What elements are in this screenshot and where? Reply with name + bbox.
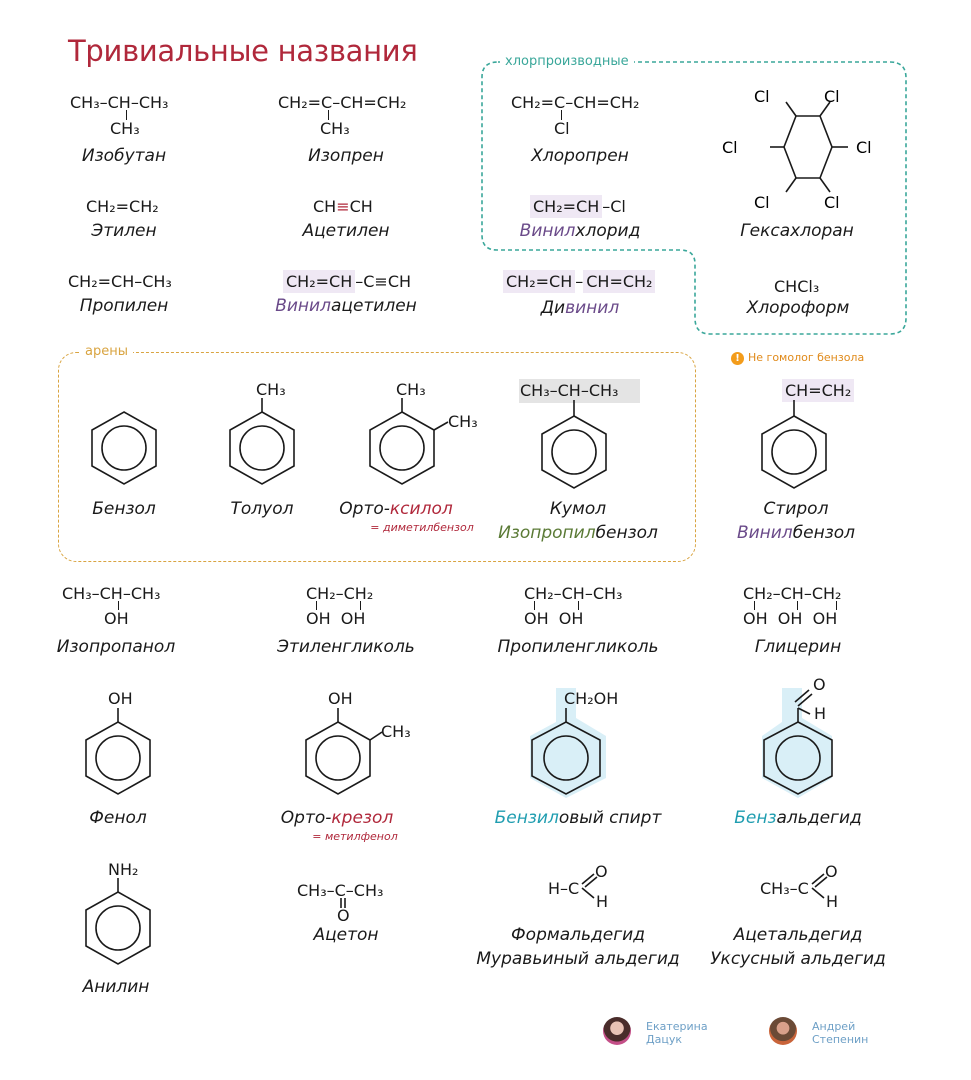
- acetylene-name: Ацетилен: [302, 221, 390, 241]
- chloroprene-formula: CH₂=C–CH=CH₂: [511, 93, 640, 112]
- acetylene-formula: CH≡CH: [313, 197, 373, 216]
- ethyleneglycol-name: Этиленгликоль: [277, 637, 415, 657]
- ethyleneglycol-formula: CH₂–CH₂: [306, 584, 374, 603]
- oxylene-ch3-side: CH₃: [448, 412, 478, 431]
- arenes-group-label: арены: [80, 344, 133, 360]
- ethyleneglycol-oh: OH OH: [306, 609, 366, 628]
- formaldehyde-hc: H–C: [548, 879, 580, 898]
- chloroform-formula: CHCl₃: [774, 277, 820, 296]
- hexachlorane-cl-6: Cl: [824, 193, 840, 212]
- oxylene-structure: [362, 408, 442, 488]
- formaldehyde-name: Формальдегид: [511, 925, 645, 945]
- hexachlorane-cl-3: Cl: [722, 138, 738, 157]
- benzene-name: Бензол: [92, 499, 156, 519]
- oxylene-note: = диметилбензол: [370, 521, 474, 534]
- acetone-name: Ацетон: [313, 925, 379, 945]
- toluene-name: Толуол: [230, 499, 294, 519]
- vinylchloride-formula: CH₂=CH –Cl: [530, 197, 626, 217]
- hexachlorane-cl-2: Cl: [824, 87, 840, 106]
- benzylalcohol-ch2oh: CH₂OH: [564, 689, 619, 708]
- propyleneglycol-formula: CH₂–CH–CH₃: [524, 584, 623, 603]
- phenol-structure: [78, 718, 158, 798]
- benzene-structure: [84, 408, 164, 488]
- formaldehyde-h: H: [596, 892, 609, 911]
- benzaldehyde-structure: [760, 688, 850, 798]
- phenol-oh: OH: [108, 689, 133, 708]
- chloroprene-branch: Cl: [554, 119, 570, 138]
- glycerin-name: Глицерин: [754, 637, 842, 657]
- isobutane-formula: CH₃–CH–CH₃: [70, 93, 169, 112]
- phenol-name: Фенол: [89, 808, 147, 828]
- toluene-structure: [222, 408, 302, 488]
- propyleneglycol-name: Пропиленгликоль: [497, 637, 659, 657]
- ocresol-oh: OH: [328, 689, 353, 708]
- vinylchloride-name: Винилхлорид: [519, 221, 641, 241]
- hexachlorane-name: Гексахлоран: [740, 221, 854, 241]
- author-2-last: Степенин: [812, 1033, 869, 1046]
- styrene-structure: [754, 412, 834, 492]
- ocresol-ch3: CH₃: [381, 722, 411, 741]
- acetone-o: O: [337, 906, 350, 925]
- acetaldehyde-name2: Уксусный альдегид: [710, 949, 886, 969]
- toluene-ch3: CH₃: [256, 380, 286, 399]
- benzaldehyde-name: Бензальдегид: [734, 808, 862, 828]
- author-avatar-2: [769, 1017, 797, 1045]
- isopropanol-oh: OH: [104, 609, 129, 628]
- isobutane-name: Изобутан: [81, 146, 167, 166]
- aniline-nh2: NH₂: [108, 860, 139, 879]
- warning-icon: !: [731, 352, 744, 365]
- cumene-substituent: CH₃–CH–CH₃: [520, 381, 619, 400]
- isobutane-branch: CH₃: [110, 119, 140, 138]
- benzaldehyde-o: O: [813, 675, 826, 694]
- aniline-structure: [78, 888, 158, 968]
- ethylene-formula: CH₂=CH₂: [86, 197, 159, 216]
- acetaldehyde-o: O: [825, 862, 838, 881]
- author-1-last: Дацук: [646, 1033, 682, 1046]
- hexachlorane-cl-4: Cl: [856, 138, 872, 157]
- isoprene-branch: CH₃: [320, 119, 350, 138]
- author-1-first: Екатерина: [646, 1020, 708, 1033]
- oxylene-ch3-top: CH₃: [396, 380, 426, 399]
- propylene-name: Пропилен: [79, 296, 169, 316]
- vinylacetylene-name: Винилацетилен: [275, 296, 417, 316]
- acetaldehyde-name: Ацетальдегид: [733, 925, 863, 945]
- benzaldehyde-h: H: [814, 704, 827, 723]
- acetone-formula: CH₃–C–CH₃: [297, 881, 384, 900]
- chloroform-name: Хлороформ: [746, 298, 850, 318]
- isopropanol-formula: CH₃–CH–CH₃: [62, 584, 161, 603]
- propyleneglycol-oh: OH OH: [524, 609, 584, 628]
- vinylacetylene-formula: CH₂=CH –C≡CH: [283, 272, 411, 292]
- divinyl-name: Дивинил: [540, 298, 620, 318]
- author-avatar-1: [603, 1017, 631, 1045]
- author-2-first: Андрей: [812, 1020, 856, 1033]
- benzylalcohol-name: Бензиловый спирт: [494, 808, 662, 828]
- styrene-name: Стирол: [763, 499, 829, 519]
- isoprene-name: Изопрен: [308, 146, 384, 166]
- aniline-name: Анилин: [82, 977, 150, 997]
- glycerin-formula: CH₂–CH–CH₂: [743, 584, 842, 603]
- chloroprene-name: Хлоропрен: [531, 146, 629, 166]
- hexachlorane-cl-5: Cl: [754, 193, 770, 212]
- ethylene-name: Этилен: [91, 221, 157, 241]
- cumene-structure: [534, 412, 614, 492]
- isopropanol-name: Изопропанол: [56, 637, 176, 657]
- styrene-name2: Винилбензол: [736, 523, 856, 543]
- oxylene-name: Орто-ксилол: [339, 499, 453, 519]
- isoprene-formula: CH₂=C–CH=CH₂: [278, 93, 407, 112]
- ocresol-name: Орто-крезол: [280, 808, 394, 828]
- acetaldehyde-ch3c: CH₃–C: [760, 879, 809, 898]
- cumene-name2: Изопропилбензол: [498, 523, 658, 543]
- formaldehyde-name2: Муравьиный альдегид: [476, 949, 680, 969]
- propylene-formula: CH₂=CH–CH₃: [68, 272, 172, 291]
- acetaldehyde-h: H: [826, 892, 839, 911]
- hexachlorane-structure: [720, 80, 880, 220]
- styrene-substituent: CH=CH₂: [782, 381, 854, 401]
- page-title: Тривиальные названия: [68, 34, 418, 68]
- formaldehyde-o: O: [595, 862, 608, 881]
- cumene-name: Кумол: [549, 499, 607, 519]
- chloro-group-label: хлорпроизводные: [500, 54, 634, 70]
- ocresol-structure: [298, 718, 378, 798]
- ocresol-note: = метилфенол: [312, 830, 398, 843]
- glycerin-oh: OH OH OH: [743, 609, 838, 628]
- hexachlorane-cl-1: Cl: [754, 87, 770, 106]
- warning-text: Не гомолог бензола: [748, 351, 865, 364]
- divinyl-formula: CH₂=CH – CH=CH₂: [503, 272, 655, 292]
